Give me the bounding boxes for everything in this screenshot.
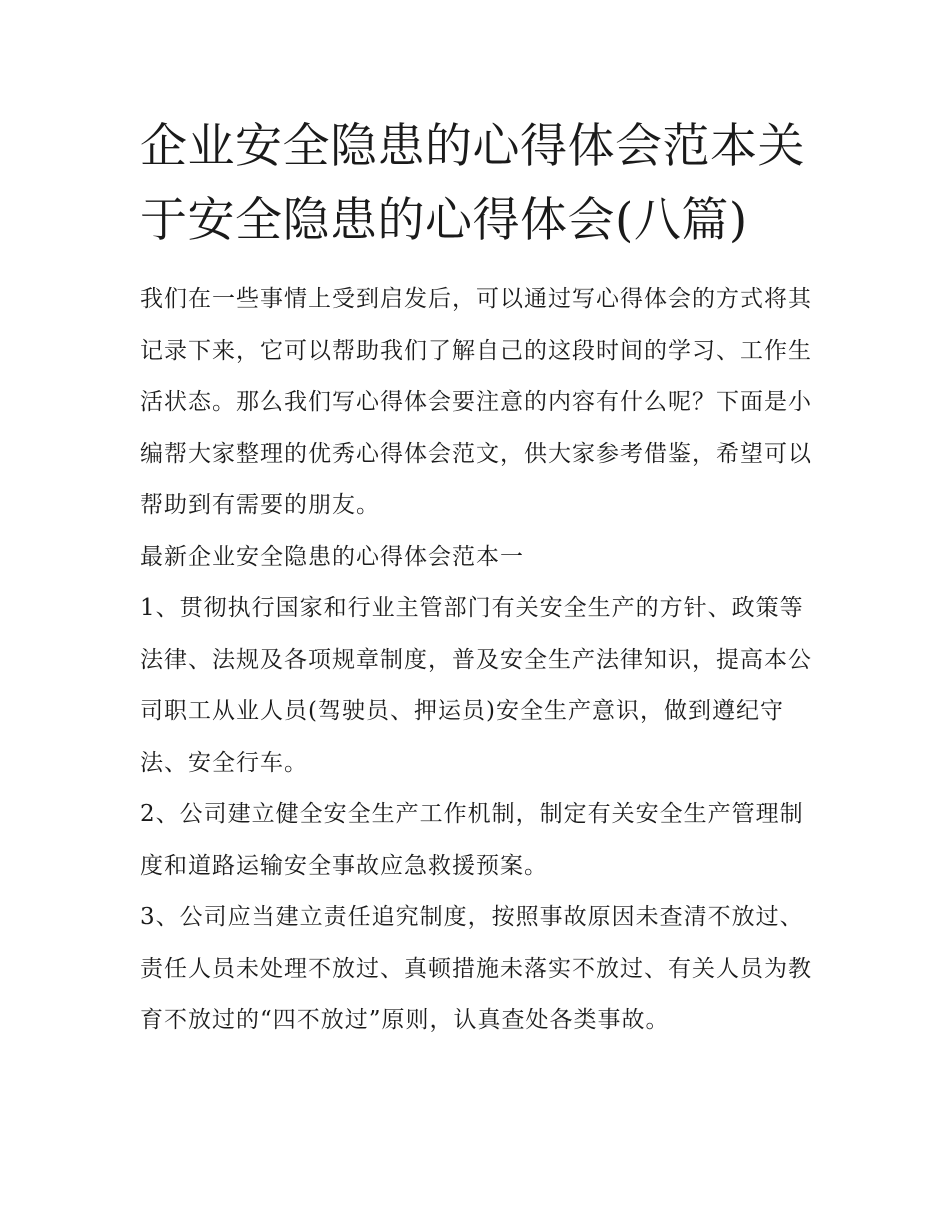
document-page bbox=[140, 110, 820, 1047]
list-item-3: 3、公司应当建立责任追究制度，按照事故原因未查清不放过、责任人员未处理不放过、真顿措施未落实不放过、有关人员为教育不放过的“四不放过”原则，认真查处各类事故。 bbox=[140, 904, 812, 1033]
document-title: 企业安全隐患的心得体会范本关于安全隐患的心得体会(八篇) bbox=[140, 119, 805, 248]
list-item-2: 2、公司建立健全安全生产工作机制，制定有关安全生产管理制度和道路运输安全事故应急救援预案。 bbox=[140, 801, 804, 879]
list-item-1: 1、贯彻执行国家和行业主管部门有关安全生产的方针、政策等法律、法规及各项规章制度，普及安全生产法律知识，提高本公司职工从业人员(驾驶员、押运员)安全生产意识，做到遵纪守法、安全行车。 bbox=[140, 595, 812, 776]
intro-paragraph: 我们在一些事情上受到启发后，可以通过写心得体会的方式将其记录下来，它可以帮助我们了解自己的这段时间的学习、工作生活状态。那么我们写心得体会要注意的内容有什么呢？下面是小编帮大家整理的优秀心得体会范文，供大家参考借鉴，希望可以帮助到有需要的朋友。 bbox=[140, 286, 812, 518]
section-heading: 最新企业安全隐患的心得体会范本一 bbox=[140, 543, 524, 570]
